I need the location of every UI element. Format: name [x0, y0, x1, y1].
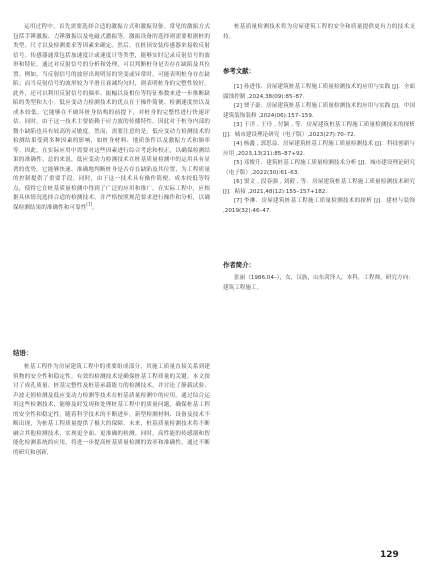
- reference-item: [1] 孙进伟．房屋建筑桩基工程施工质量检测技术的应用与实践 [J]．全面腐蚀控制 ,2024,38(09):85–87.: [223, 84, 415, 100]
- reference-item: [7] 李淋．房屋建筑桩基工程施工质量检测技术的探析 [J]．建材与装饰 ,2019(32):46–47.: [223, 198, 415, 214]
- page-number: 129: [380, 550, 399, 560]
- body-paragraph-end: 。: [92, 204, 98, 211]
- reference-item: [5] 邓俊升．建筑桩基工程施工质量检测技术分析 [J]．城市建设理论研究（电子版）,2022(30):61–63.: [223, 160, 415, 176]
- author-bio: 张丽（1986.04–），女，汉族，山东菏泽人，本科，工程师，研究方向：建筑工程施工。: [223, 275, 414, 291]
- conclusion-heading: 结语：: [13, 349, 33, 357]
- reference-item: [2] 贾子豪．房屋建筑桩基工程施工质量检测技术的应用与实践 [J]．中国建筑装饰装修 ,2024(06):157–159.: [223, 103, 415, 119]
- reference-item: [4] 杨鑫 , 郭思益．房屋建筑桩基工程施工质量检测技术 [J]．科技创新与应用 ,2023,13(21):85–87+92.: [223, 141, 415, 157]
- reference-item: [6] 窦文 , 段春强 , 刘毅 , 等．房屋建筑桩基工程施工质量检测技术研究 [J]．粘接 ,2021,48(12):155–157+182.: [223, 179, 415, 195]
- continuation-paragraph: 桩基质量检测技术将为房屋建筑工程的安全和质量提供更有力的技术支持。: [223, 24, 415, 40]
- references-heading: 参考文献：: [223, 67, 255, 75]
- reference-item: [3] 于洋 , 王玲 , 付颖 , 等．房屋建筑桩基工程施工质量检测技术的探析 [J]．城市建设理论研究（电子版）,2023(27):70–72.: [223, 122, 415, 138]
- references-list: [223, 83, 415, 216]
- citation-marker: [7]: [86, 201, 93, 207]
- body-paragraph: [13, 23, 210, 213]
- author-heading: 作者简介：: [223, 261, 255, 269]
- conclusion-paragraph: 桩基工程作为房屋建筑工程中的重要组成部分，其施工质量直接关系到建筑物的安全性和稳定性。有效的检测技术是确保桩基工程质量的关键。本文探讨了成孔质量、桩基完整性及桩基承载能力的检测技术，并讨论了静载试验、声波无损检测及低应变动力检测等技术在桩基质量检测中的应用。通过综合运用这些检测技术，能够及时发现和处理桩基工程中的质量问题，确保桩基工程的安全性和稳定性。随着科学技术的不断进步，新型检测材料、设备及技术不断出现，为桩基工程质量提供了极大的保障。未来，桩基质量检测技术将不断融合其他检测技术，实现更全面、更准确的检测。同时，高性能的传感器和智能化检测系统的应用，将进一步提高桩基质量检测的效率和准确性，通过不断的研究和创新，: [13, 364, 210, 456]
- body-paragraph-text: 运用过程中，首先需要选择合适的激振方式和激振设备。常见的激振方式包括手锤激振、力锤激振以及电磁式激振等。激振设备的选择则需要根据桩的类型、尺寸以及检测要求等因素来确定。然后，在桩顶安装传感器来接收反射信号。传感器通常包括加速度计或速度计等类型，能够实时记录反射信号的波形和特征。通过对反射信号的分析和处理，可以判断桩身是否存在缺陷及其位置。例如，当反射信号的波形出现明显的突变或异常时，可能表明桩身存在缺陷；而当反射信号的波形较为平滑且衰减均匀时，则表明桩身的完整性较好。此外，还可以利用反射信号的频率、振幅以及相位等特征参数来进一步推断缺陷的类型和大小。低应变动力检测技术的优点在于操作简便、检测速度快以及成本较低。它能够在不破坏桩身结构的前提下，对桩身的完整性进行快速评估。同时，由于这一技术主要依赖于应力波的传播特性，因此对于桩身内部的微小缺陷也具有较高的灵敏度。然而，需要注意的是，低应变动力检测技术的检测结果受到多种因素的影响，如桩身材料、地质条件以及激振方式和频率等。因此，在实际应用中需要对这些因素进行综合考虑和校正，以确保检测结果的准确性。总的来说，低应变动力检测技术在桩基质量检测中的运用具有显著的优势。它能够快速、准确地判断桩身是否存在缺陷及其位置，为工程质量的控制提供了重要手段。同时，由于这一技术具有操作简便、成本较低等特点，使得它在桩基质量检测中得到了广泛的应用和推广。在实际工程中，应根据具体情况选择合适的检测技术，并严格按照规范要求进行操作和分析，以确保检测结果的准确性和可靠性: [13, 24, 210, 211]
